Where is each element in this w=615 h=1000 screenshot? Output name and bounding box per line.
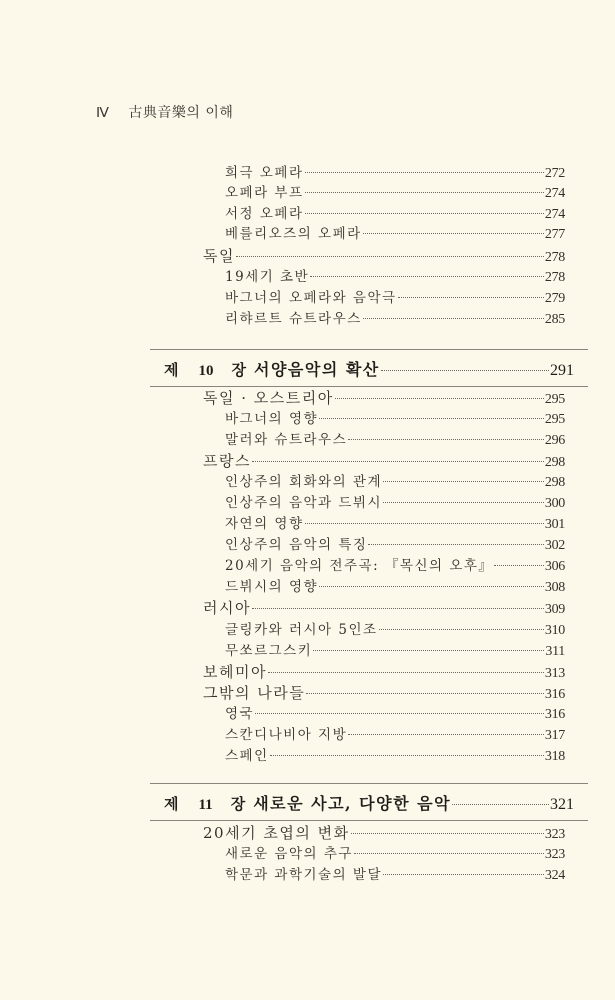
toc-entry-title: 인상주의 회화와의 관계 [225, 474, 382, 490]
toc-entry-title: 새로운 음악의 추구 [225, 846, 353, 862]
toc-entry-title: 독일 [203, 247, 235, 265]
toc-entry-title: 바그너의 오페라와 음악극 [225, 290, 397, 306]
toc-entry[interactable] [203, 683, 565, 703]
toc-entry[interactable] [225, 224, 565, 244]
chapter-title: 새로운 사고, 다양한 음악 [253, 793, 452, 813]
dot-leader [381, 370, 549, 371]
toc-entry-page: 316 [544, 707, 565, 722]
dot-leader [319, 418, 544, 419]
toc-entry[interactable] [225, 309, 565, 329]
toc-entry-title: 스칸디나비아 지방 [225, 727, 348, 743]
toc-entry-page: 274 [544, 186, 565, 201]
dot-leader [351, 833, 544, 834]
toc-entry[interactable] [203, 662, 565, 682]
dot-leader [383, 502, 544, 503]
toc-entry-title: 스페인 [225, 748, 269, 764]
dot-leader [348, 439, 544, 440]
toc-entry-title: 베를리오즈의 오페라 [225, 226, 362, 242]
running-head [96, 102, 233, 122]
toc-entry-title: 그밖의 나라들 [203, 684, 306, 702]
dot-leader [306, 693, 544, 694]
toc-entry[interactable] [225, 704, 565, 724]
toc-entry-page: 279 [544, 291, 565, 306]
dot-leader [363, 233, 544, 234]
toc-entry[interactable] [225, 535, 565, 555]
dot-leader [313, 650, 544, 651]
dot-leader [494, 565, 543, 566]
toc-entry-title: 독일 · 오스트리아 [203, 389, 334, 407]
toc-entry[interactable] [203, 388, 565, 408]
dot-leader [383, 481, 544, 482]
dot-leader [310, 276, 544, 277]
toc-entry-page: 278 [544, 250, 565, 265]
toc-entry[interactable] [225, 620, 565, 640]
dot-leader [335, 398, 544, 399]
toc-entry-title: 20세기 음악의 전주곡: 『목신의 오후』 [225, 558, 494, 574]
toc-entry[interactable] [225, 183, 565, 203]
toc-entry[interactable] [225, 844, 565, 864]
toc-entry-title: 글링카와 러시아 5인조 [225, 622, 378, 638]
toc-entry-page: 296 [544, 433, 565, 448]
chapter-prefix: 제 [164, 794, 179, 813]
chapter-suffix: 장 [231, 360, 246, 379]
toc-entry-page: 272 [544, 166, 565, 181]
dot-leader [368, 544, 543, 545]
part-number: Ⅳ [96, 106, 110, 121]
toc-entry-page: 295 [544, 412, 565, 427]
dot-leader [452, 804, 549, 805]
toc-entry[interactable] [225, 204, 565, 224]
toc-entry[interactable] [225, 493, 565, 513]
toc-entry-title: 인상주의 음악의 특징 [225, 537, 368, 553]
toc-entry-title: 서정 오페라 [225, 206, 304, 222]
toc-entry[interactable] [225, 514, 565, 534]
dot-leader [305, 172, 544, 173]
toc-entry[interactable] [203, 598, 565, 618]
chapter-page: 291 [550, 361, 574, 379]
dot-leader [236, 256, 544, 257]
toc-entry-title: 인상주의 음악과 드뷔시 [225, 495, 382, 511]
toc-entry-page: 278 [544, 270, 565, 285]
toc-entry-page: 277 [544, 227, 565, 242]
toc-entry[interactable] [225, 641, 565, 661]
toc-entry[interactable] [225, 556, 565, 576]
chapter-number: 10 [198, 362, 214, 379]
toc-entry-title: 바그너의 영향 [225, 411, 319, 427]
toc-entry[interactable] [225, 577, 565, 597]
toc-entry-title: 19세기 초반 [225, 269, 310, 285]
toc-entry[interactable] [225, 472, 565, 492]
toc-entry-page: 316 [544, 687, 565, 702]
chapter-title: 서양음악의 확산 [254, 359, 380, 379]
toc-entry[interactable] [225, 865, 565, 885]
chapter-heading[interactable] [150, 349, 588, 387]
toc-entry[interactable] [203, 451, 565, 471]
dot-leader [383, 874, 544, 875]
toc-entry-page: 306 [544, 559, 565, 574]
toc-entry-title: 오페라 부프 [225, 185, 304, 201]
toc-entry-page: 313 [544, 666, 565, 681]
part-title: 古典音樂의 이해 [128, 105, 234, 121]
dot-leader [398, 297, 544, 298]
toc-entry-page: 295 [544, 392, 565, 407]
dot-leader [354, 853, 544, 854]
toc-entry-title: 러시아 [203, 599, 251, 617]
toc-entry-title: 말러와 슈트라우스 [225, 432, 348, 448]
toc-entry-page: 308 [544, 580, 565, 595]
toc-entry-title: 드뷔시의 영향 [225, 579, 319, 595]
chapter-number: 11 [198, 796, 213, 813]
dot-leader [268, 672, 544, 673]
toc-entry-page: 318 [544, 749, 565, 764]
toc-entry-page: 274 [544, 207, 565, 222]
dot-leader [363, 318, 544, 319]
toc-entry[interactable] [203, 246, 565, 266]
toc-entry-title: 리햐르트 슈트라우스 [225, 311, 362, 327]
toc-entry-title: 희극 오페라 [225, 165, 304, 181]
toc-entry-page: 310 [544, 623, 565, 638]
toc-entry[interactable] [225, 746, 565, 766]
dot-leader [252, 608, 544, 609]
toc-entry-page: 317 [544, 728, 565, 743]
dot-leader [255, 713, 544, 714]
dot-leader [252, 461, 544, 462]
toc-entry[interactable] [225, 409, 565, 429]
toc-entry-page: 309 [544, 602, 565, 617]
toc-entry-title: 학문과 과학기술의 발달 [225, 867, 382, 883]
toc-entry-title: 영국 [225, 706, 255, 722]
toc-entry[interactable] [225, 725, 565, 745]
toc-entry-page: 323 [544, 847, 565, 862]
toc-entry-page: 300 [544, 496, 565, 511]
dot-leader [348, 734, 544, 735]
chapter-heading[interactable] [150, 783, 588, 821]
dot-leader [305, 213, 544, 214]
chapter-suffix: 장 [230, 794, 246, 813]
toc-entry-title: 20세기 초엽의 변화 [203, 824, 350, 842]
dot-leader [319, 586, 544, 587]
toc-entry-title: 자연의 영향 [225, 516, 304, 532]
dot-leader [305, 192, 544, 193]
chapter-page: 321 [550, 795, 574, 813]
toc-entry-page: 301 [544, 517, 565, 532]
toc-entry[interactable] [225, 267, 565, 287]
toc-entry[interactable] [203, 823, 565, 843]
dot-leader [379, 629, 544, 630]
toc-entry-page: 298 [544, 455, 565, 470]
dot-leader [270, 755, 544, 756]
toc-entry-title: 무쏘르그스키 [225, 643, 313, 659]
toc-entry[interactable] [225, 430, 565, 450]
toc-entry-page: 302 [544, 538, 565, 553]
toc-entry-title: 보헤미아 [203, 663, 267, 681]
toc-entry-page: 311 [545, 644, 565, 659]
toc-entry-page: 323 [544, 827, 565, 842]
toc-entry-page: 324 [544, 868, 565, 883]
toc-entry-title: 프랑스 [203, 452, 251, 470]
toc-entry-page: 298 [544, 475, 565, 490]
toc-entry[interactable] [225, 288, 565, 308]
toc-entry-page: 285 [544, 312, 565, 327]
dot-leader [305, 523, 544, 524]
toc-entry[interactable] [225, 163, 565, 183]
chapter-prefix: 제 [164, 360, 179, 379]
